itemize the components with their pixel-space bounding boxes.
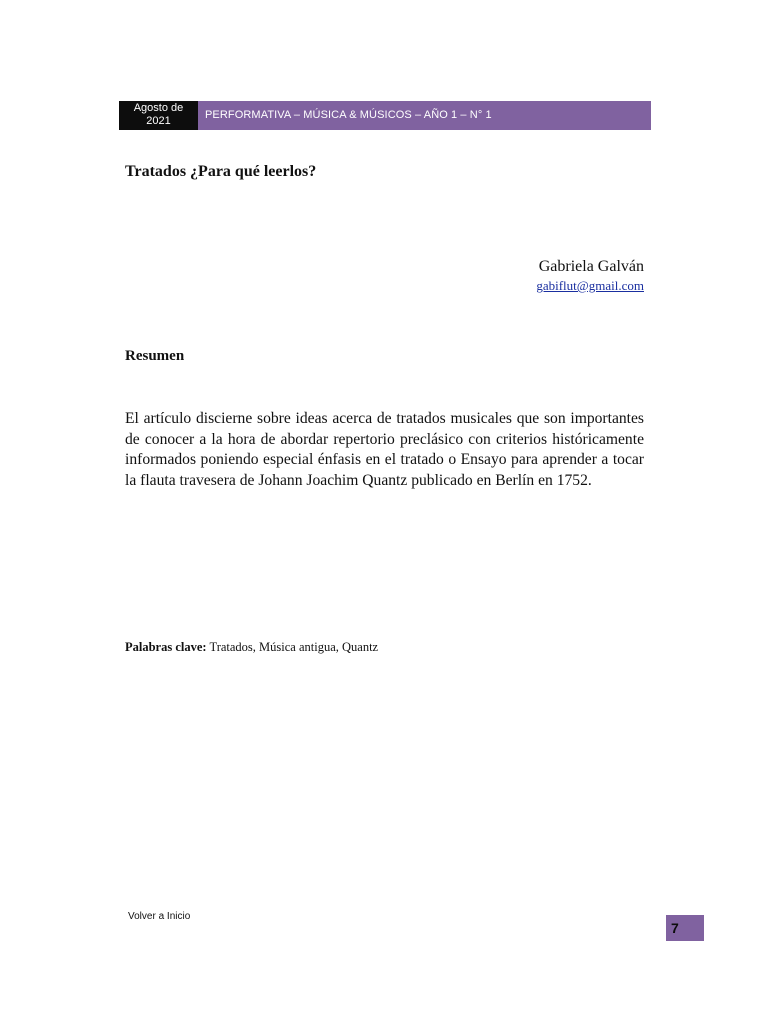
keywords-list: Tratados, Música antigua, Quantz — [209, 640, 379, 654]
journal-title: PERFORMATIVA – MÚSICA & MÚSICOS – AÑO 1 – N° 1 — [205, 109, 492, 121]
issue-date-month: Agosto de — [133, 102, 184, 114]
author-email-link[interactable]: gabiflut@gmail.com — [536, 278, 644, 293]
page-number: 7 — [666, 915, 704, 941]
issue-date-year: 2021 — [146, 115, 171, 127]
back-to-home-link[interactable]: Volver a Inicio — [128, 911, 191, 922]
journal-header — [198, 101, 651, 130]
author-name: Gabriela Galván — [538, 258, 644, 275]
article-title: Tratados ¿Para qué leerlos? — [125, 163, 317, 180]
abstract-text: El artículo discierne sobre ideas acerca de tratados musicales que son importantes de conocer a la hora de abordar repertorio preclásico con criterios históricamente informados poniendo especial énfasis en el tratado o Ensayo para aprender a tocar la flauta travesera de Johann Joachim Quantz publicado en Berlín en 1752. — [125, 410, 644, 489]
keywords-label: Palabras clave: — [125, 640, 207, 654]
abstract-heading: Resumen — [125, 348, 185, 364]
author-block — [536, 257, 644, 295]
keywords — [125, 640, 378, 655]
issue-date — [119, 101, 198, 130]
